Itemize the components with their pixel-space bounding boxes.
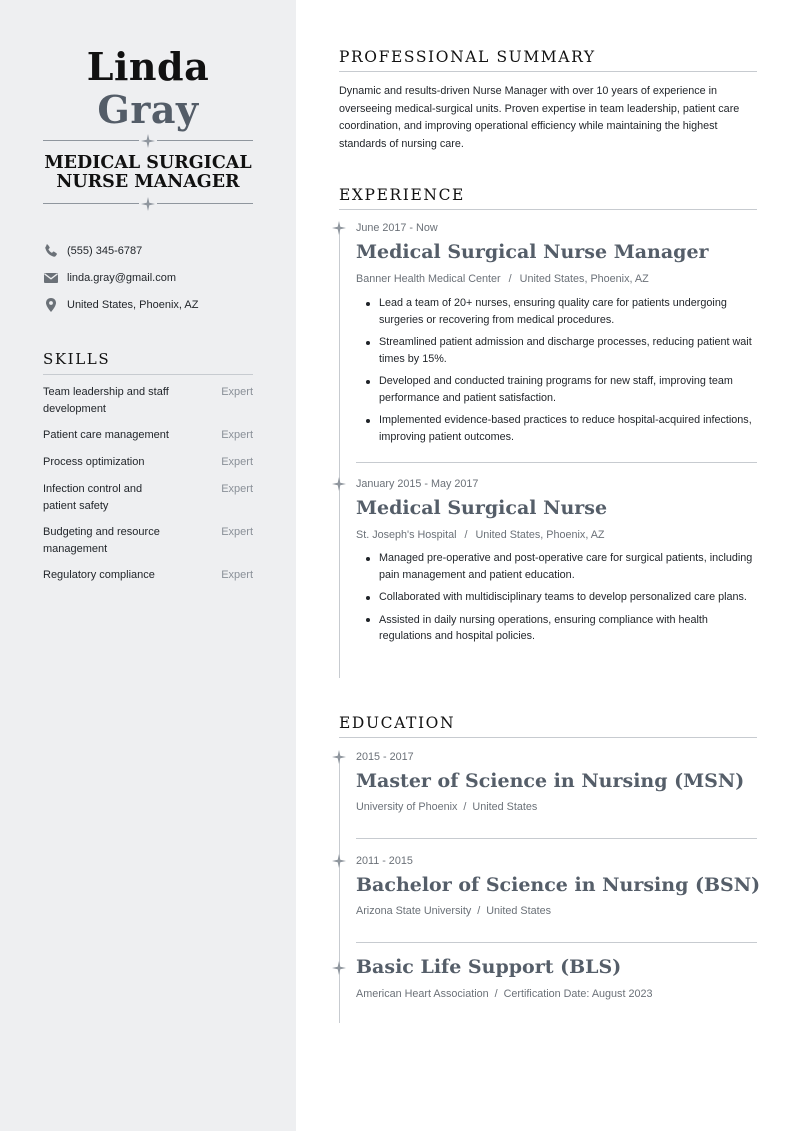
skill-level: Expert — [221, 456, 253, 468]
skill-name: Regulatory compliance — [43, 569, 155, 581]
job-role — [0, 154, 296, 192]
contact-phone — [43, 243, 263, 259]
skill-name: Infection control and patient safety — [43, 483, 143, 512]
job-dates: June 2017 - Now — [356, 222, 438, 234]
ornament-divider — [43, 134, 253, 148]
job-location: United States, Phoenix, AZ — [475, 529, 605, 541]
job-employer: Banner Health Medical Center — [356, 273, 501, 285]
education-timeline — [339, 757, 340, 1023]
job-bullet: Developed and conducted training programs for new staff, improving team performance and patient satisfaction. — [356, 373, 758, 406]
phone-icon — [43, 243, 59, 259]
job-bullet: Lead a team of 20+ nurses, ensuring quality care for patients undergoing surgeries or recovering from medical procedures. — [356, 295, 758, 328]
entry-divider — [356, 462, 757, 463]
skills-heading: SKILLS — [43, 350, 253, 375]
ornament-divider — [43, 197, 253, 211]
entry-divider — [356, 838, 757, 839]
job-bullet: Implemented evidence-based practices to reduce hospital-acquired infections, improving patient outcomes. — [356, 412, 758, 445]
job-meta: Banner Health Medical Center / United States, Phoenix, AZ — [356, 273, 649, 285]
edu-degree: Basic Life Support (BLS) — [356, 956, 622, 978]
edu-meta: American Heart Association / Certification Date: August 2023 — [356, 988, 653, 1000]
edu-school: University of Phoenix — [356, 801, 458, 813]
job-meta: St. Joseph's Hospital / United States, Phoenix, AZ — [356, 529, 605, 541]
skill-level: Expert — [221, 386, 253, 398]
skill-level: Expert — [221, 429, 253, 441]
job-employer: St. Joseph's Hospital — [356, 529, 457, 541]
sparkle-icon — [332, 854, 346, 868]
experience-timeline — [339, 228, 340, 678]
job-role-line2: NURSE MANAGER — [56, 172, 240, 192]
job-bullet: Collaborated with multidisciplinary teams to develop personalized care plans. — [356, 589, 758, 606]
sparkle-icon — [332, 750, 346, 764]
skill-item — [43, 384, 253, 417]
job-bullet: Streamlined patient admission and discharge processes, reducing patient wait times by 15%. — [356, 334, 758, 367]
edu-degree: Bachelor of Science in Nursing (BSN) — [356, 874, 761, 896]
email-text: linda.gray@gmail.com — [67, 272, 176, 284]
edu-school: American Heart Association — [356, 988, 489, 1000]
skill-name: Budgeting and resource management — [43, 526, 160, 555]
skill-name: Team leadership and staff development — [43, 386, 169, 415]
skill-level: Expert — [221, 526, 253, 538]
job-title: Medical Surgical Nurse Manager — [356, 241, 709, 263]
sparkle-icon — [332, 477, 346, 491]
job-location: United States, Phoenix, AZ — [519, 273, 649, 285]
skill-item — [43, 481, 253, 514]
sparkle-icon — [332, 961, 346, 975]
contact-email — [43, 270, 263, 286]
phone-text: (555) 345-6787 — [67, 245, 143, 257]
edu-location: United States — [486, 905, 552, 917]
edu-meta: University of Phoenix / United States — [356, 801, 538, 813]
contact-location — [43, 297, 263, 313]
edu-location: United States — [472, 801, 538, 813]
skill-name: Patient care management — [43, 429, 169, 441]
last-name: Gray — [97, 87, 199, 132]
entry-divider — [356, 942, 757, 943]
experience-heading: EXPERIENCE — [339, 186, 757, 210]
sparkle-icon — [141, 197, 155, 211]
sparkle-icon — [141, 134, 155, 148]
mail-icon — [43, 270, 59, 286]
edu-dates: 2015 - 2017 — [356, 751, 414, 763]
sidebar — [0, 0, 296, 1131]
location-text: United States, Phoenix, AZ — [67, 299, 199, 311]
education-heading: EDUCATION — [339, 714, 757, 738]
summary-heading: PROFESSIONAL SUMMARY — [339, 48, 757, 72]
skill-item — [43, 524, 253, 557]
job-bullet: Assisted in daily nursing operations, ensuring compliance with health regulations and hospital policies. — [356, 612, 758, 645]
edu-meta: Arizona State University / United States — [356, 905, 552, 917]
job-bullet: Managed pre-operative and post-operative care for surgical patients, including pain management and patient education. — [356, 550, 758, 583]
job-bullets — [356, 295, 758, 451]
skill-item — [43, 567, 253, 584]
first-name: Linda — [86, 44, 210, 89]
location-pin-icon — [43, 297, 59, 313]
job-role-line1: MEDICAL SURGICAL — [44, 153, 252, 173]
sparkle-icon — [332, 221, 346, 235]
edu-dates: 2011 - 2015 — [356, 855, 413, 867]
job-dates: January 2015 - May 2017 — [356, 478, 479, 490]
skill-item — [43, 454, 253, 471]
skill-level: Expert — [221, 483, 253, 495]
edu-school: Arizona State University — [356, 905, 472, 917]
skill-name: Process optimization — [43, 456, 145, 468]
job-title: Medical Surgical Nurse — [356, 497, 608, 519]
summary-text: Dynamic and results-driven Nurse Manager with over 10 years of experience in overseeing medical-surgical units. Proven expertise in team leadership, patient care coordination, and improving operational efficiency while maintaining the highest standards of nursing care. — [339, 85, 740, 150]
edu-location: Certification Date: August 2023 — [503, 988, 653, 1000]
job-bullets — [356, 550, 758, 651]
edu-degree: Master of Science in Nursing (MSN) — [356, 770, 745, 792]
skill-level: Expert — [221, 569, 253, 581]
skill-item — [43, 427, 253, 444]
